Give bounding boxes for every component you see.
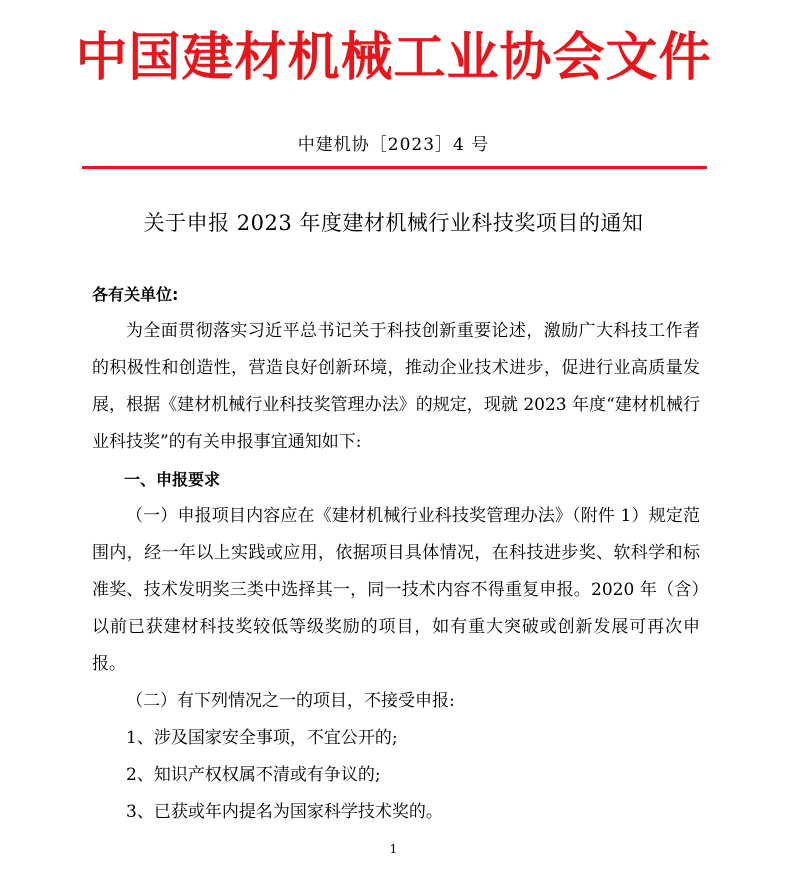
notice-body bbox=[92, 276, 700, 831]
document-number: 中建机协［2023］4 号 bbox=[297, 135, 490, 155]
notice-title: 关于申报 2023 年度建材机械行业科技奖项目的通知 bbox=[143, 211, 644, 235]
section-heading: 一、申报要求 bbox=[124, 470, 221, 489]
intro-paragraph: 为全面贯彻落实习近平总书记关于科技创新重要论述，激励广大科技工作者的积极性和创造性，营造良好创新环境，推动企业技术进步，促进行业高质量发展，根据《建材机械行业科技奖管理办法》的规定，现就 2023 年度“建材机械行业科技奖”的有关申报事宜通知如下: bbox=[92, 321, 700, 452]
list-item: 2、知识产权权属不清或有争议的; bbox=[126, 765, 381, 785]
salutation: 各有关单位: bbox=[92, 285, 179, 304]
requirement-item-1: （一）申报项目内容应在《建材机械行业科技奖管理办法》（附件 1）规定范围内，经一年以上实践或应用，依据项目具体情况，在科技进步奖、软科学和标准奖、技术发明奖三类中选择其一，同一技术内容不得重复申报。2020 年（含）以前已获建材科技奖较低等级奖励的项目，如有重大突破或创新发展可再次申报。 bbox=[92, 506, 700, 674]
list-item: 1、涉及国家安全事项，不宜公开的; bbox=[126, 728, 398, 748]
page-number: 1 bbox=[389, 842, 398, 856]
red-divider-line bbox=[82, 166, 707, 169]
list-item: 3、已获或年内提名为国家科学技术奖的。 bbox=[126, 802, 443, 822]
requirement-item-2: （二）有下列情况之一的项目，不接受申报: bbox=[126, 691, 455, 711]
org-masthead-title: 中国建材机械工业协会文件 bbox=[75, 28, 712, 88]
